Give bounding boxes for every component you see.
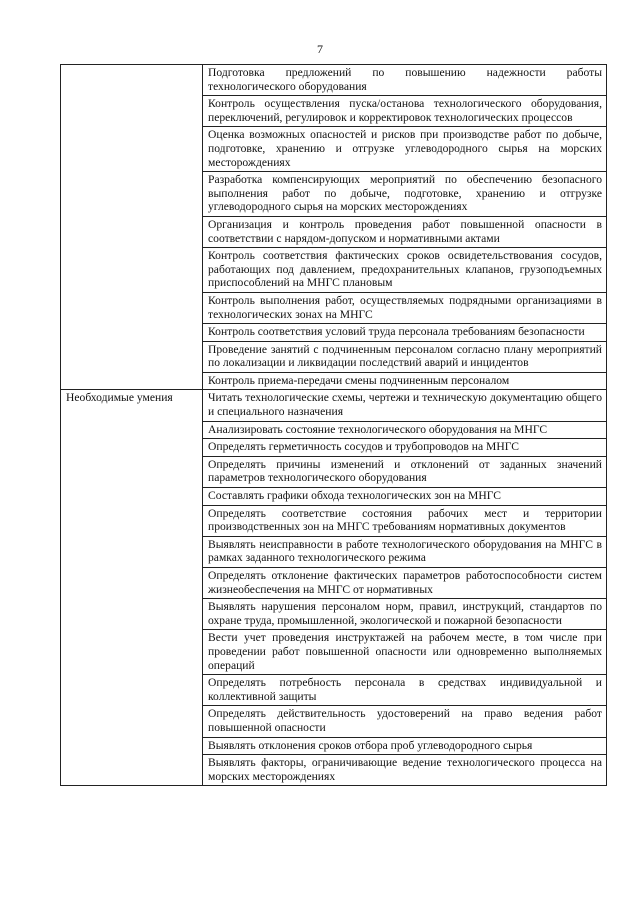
table-cell-item: Определять потребность персонала в средствах индивидуальной и коллективной защиты xyxy=(203,675,607,706)
table-cell-item: Контроль выполнения работ, осуществляемых подрядными организациями в технологических зонах на МНГС xyxy=(203,292,607,323)
table-cell-item: Разработка компенсирующих мероприятий по обеспечению безопасного выполнения работ по добыче, подготовке, хранению и отгрузке углеводородного сырья на морских месторождениях xyxy=(203,172,607,217)
table-cell-item: Выявлять нарушения персоналом норм, правил, инструкций, стандартов по охране труда, промышленной, экологической и пожарной безопасности xyxy=(203,599,607,630)
table-cell-item: Контроль приема-передачи смены подчиненным персоналом xyxy=(203,372,607,390)
table-cell-item: Организация и контроль проведения работ повышенной опасности в соответствии с нарядом-допуском и нормативными актами xyxy=(203,216,607,247)
table-cell-item: Подготовка предложений по повышению надежности работы технологического оборудования xyxy=(203,65,607,96)
table-row xyxy=(61,65,607,96)
table-cell-item: Вести учет проведения инструктажей на рабочем месте, в том числе при проведении работ повышенной опасности или одновременно выполняемых операций xyxy=(203,630,607,675)
table-cell-item: Выявлять факторы, ограничивающие ведение технологического процесса на морских месторождениях xyxy=(203,755,607,786)
table-cell-item: Определять соответствие состояния рабочих мест и территории производственных зон на МНГС требованиям нормативных документов xyxy=(203,505,607,536)
page-number: 7 xyxy=(317,42,323,56)
table-cell-item: Определять действительность удостоверений на право ведения работ повышенной опасности xyxy=(203,706,607,737)
table-cell-item: Составлять графики обхода технологических зон на МНГС xyxy=(203,488,607,506)
section-label: Необходимые умения xyxy=(61,390,203,786)
table-cell-item: Оценка возможных опасностей и рисков при производстве работ по добыче, подготовке, хранению и отгрузке углеводородного сырья на морских месторождениях xyxy=(203,127,607,172)
table-cell-item: Определять герметичность сосудов и трубопроводов на МНГС xyxy=(203,439,607,457)
competency-table-body xyxy=(61,65,607,786)
table-row xyxy=(61,390,607,421)
table-cell-item: Проведение занятий с подчиненным персоналом согласно плану мероприятий по локализации и ликвидации последствий аварий и инцидентов xyxy=(203,341,607,372)
table-cell-item: Определять отклонение фактических параметров работоспособности систем жизнеобеспечения на МНГС от нормативных xyxy=(203,568,607,599)
table-cell-item: Контроль соответствия условий труда персонала требованиям безопасности xyxy=(203,324,607,342)
table-cell-item: Анализировать состояние технологического оборудования на МНГС xyxy=(203,421,607,439)
table-cell-item: Определять причины изменений и отклонений от заданных значений параметров технологического оборудования xyxy=(203,456,607,487)
table-cell-item: Контроль осуществления пуска/останова технологического оборудования, переключений, регулировок и корректировок технологических процессов xyxy=(203,96,607,127)
table-cell-item: Читать технологические схемы, чертежи и техническую документацию общего и специального назначения xyxy=(203,390,607,421)
table-cell-item: Выявлять неисправности в работе технологического оборудования на МНГС в рамках заданного технологического режима xyxy=(203,536,607,567)
table-cell-item: Контроль соответствия фактических сроков освидетельствования сосудов, работающих под давлением, предохранительных клапанов, грузоподъемных приспособлений на МНГС плановым xyxy=(203,248,607,293)
section-label-empty xyxy=(61,65,203,390)
table-cell-item: Выявлять отклонения сроков отбора проб углеводородного сырья xyxy=(203,737,607,755)
competency-table xyxy=(60,64,607,786)
